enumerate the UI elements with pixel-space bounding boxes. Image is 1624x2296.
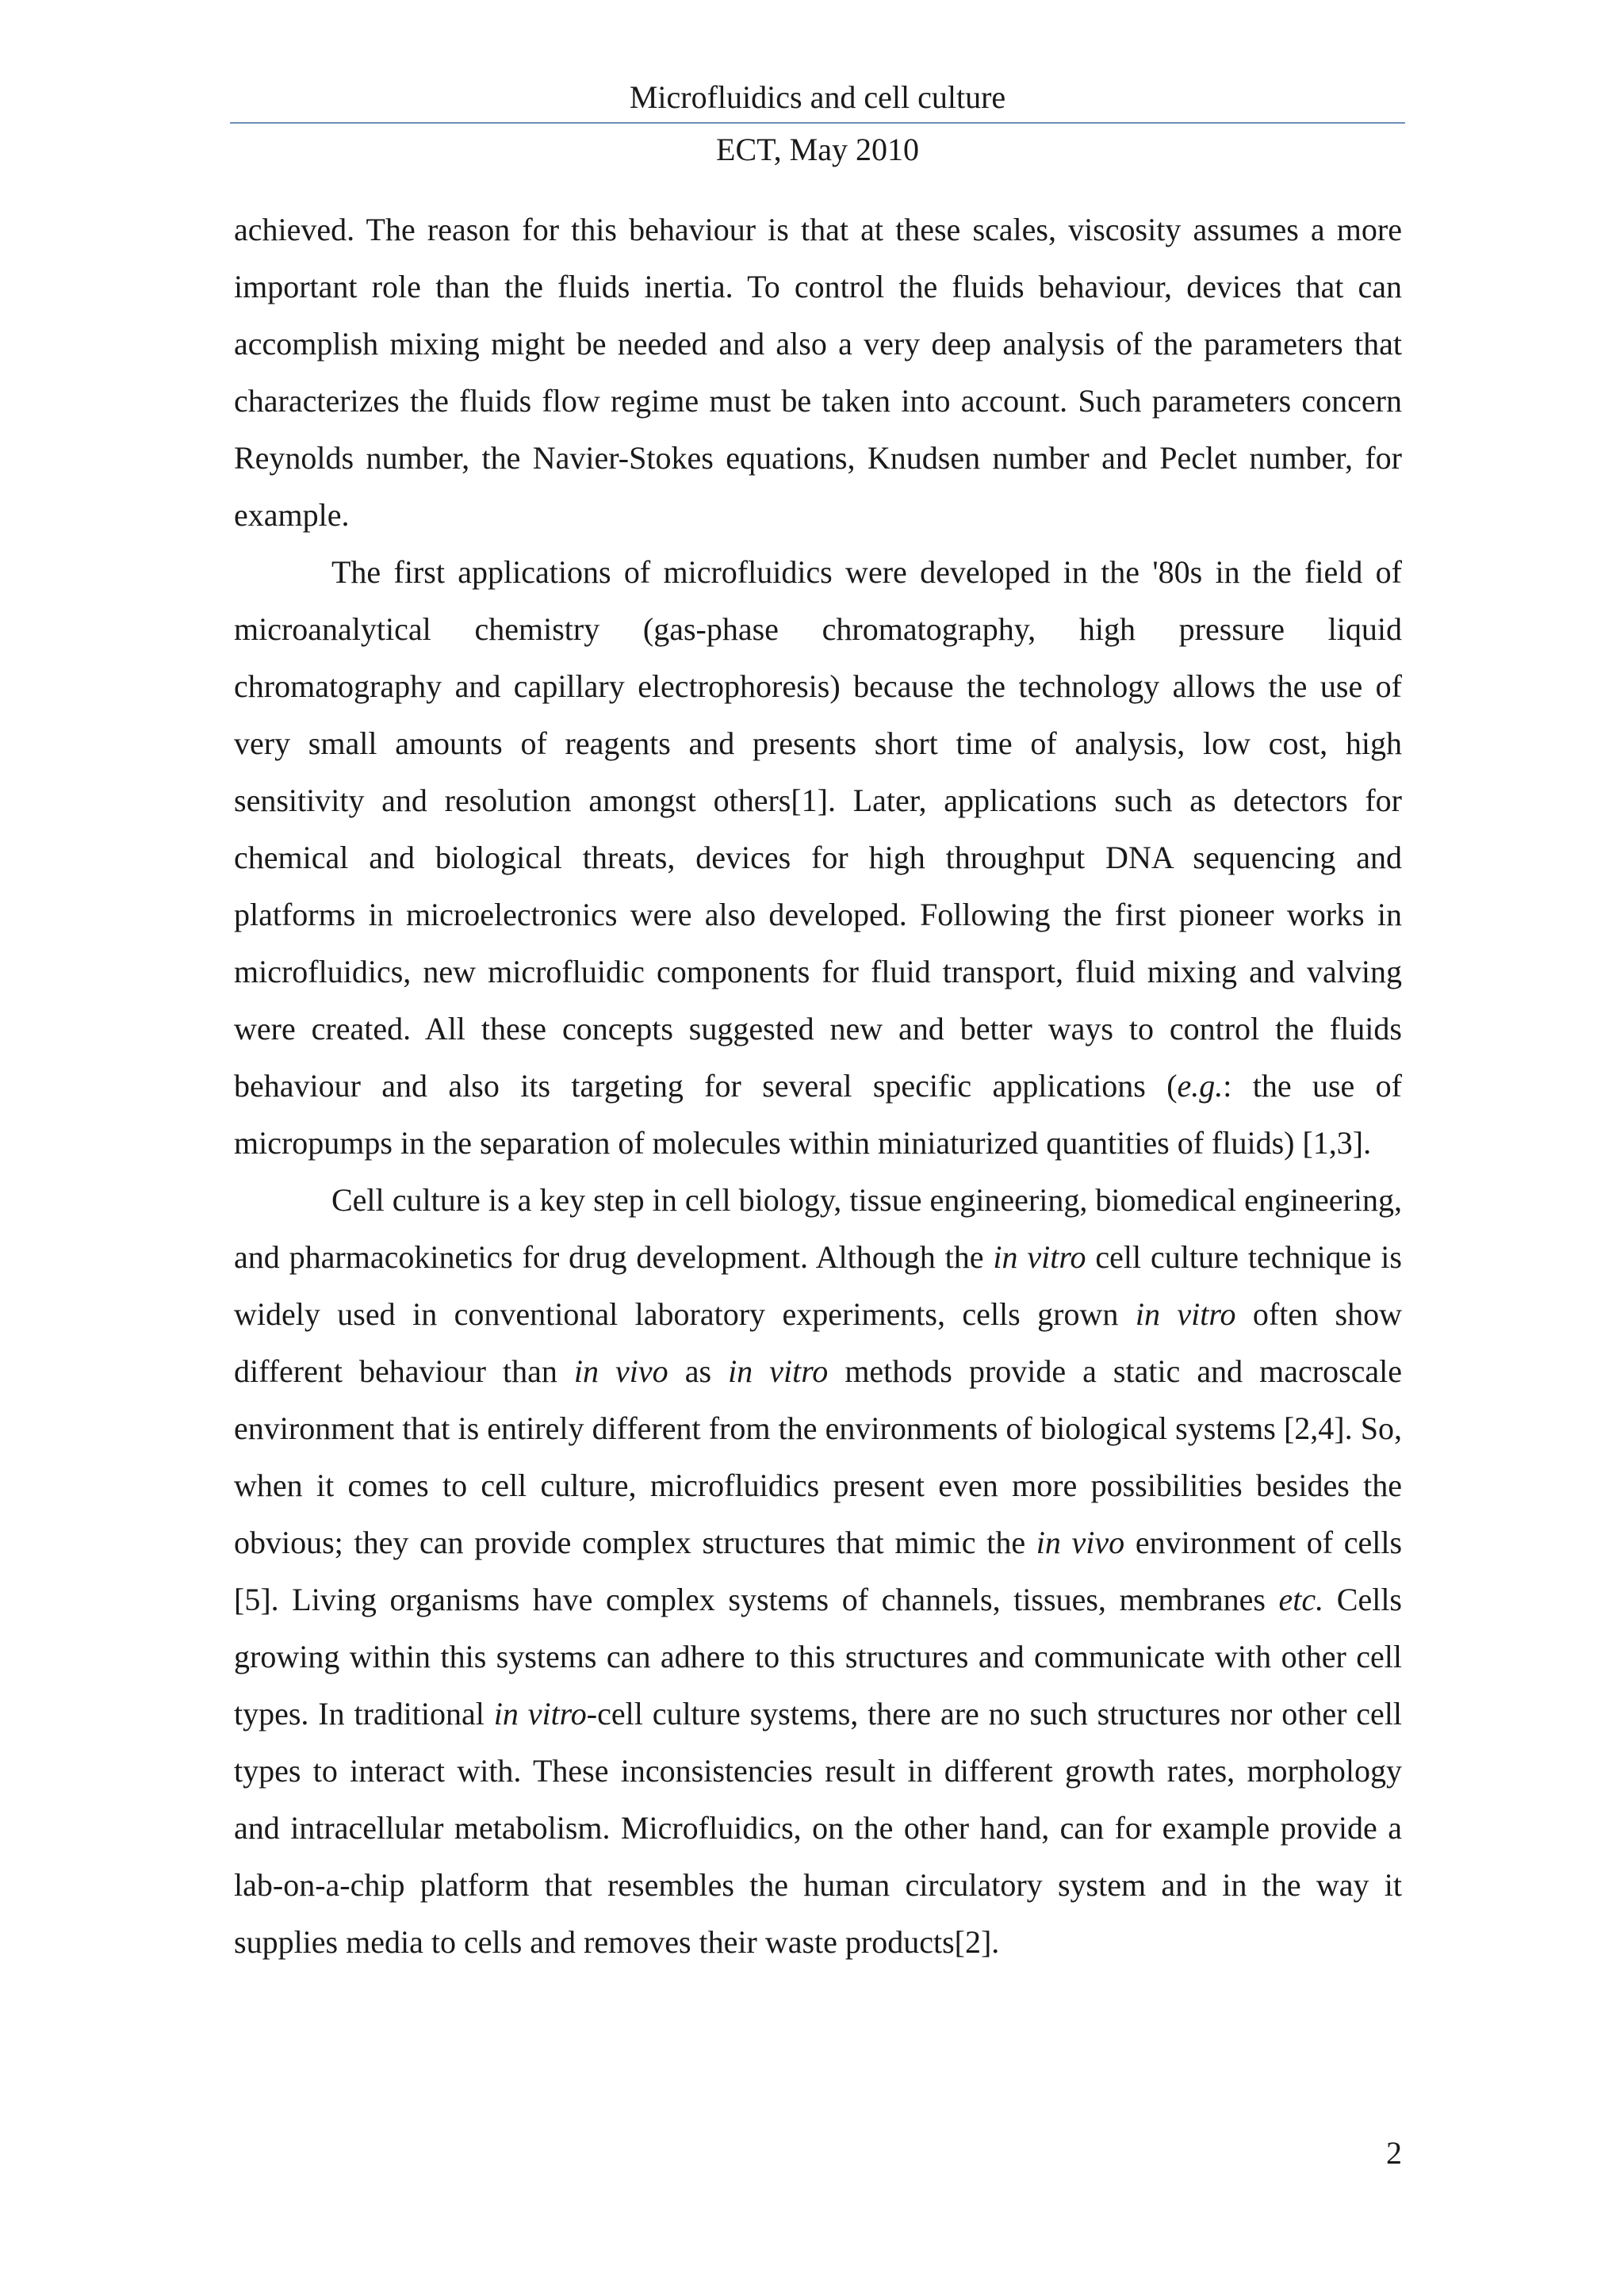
paragraph-3-italic-1: in vitro <box>993 1239 1086 1275</box>
paragraph-1 <box>234 201 1402 544</box>
header-divider <box>230 122 1405 124</box>
paragraph-3-text-1: Cell culture is a key step in cell biology, tissue engineering, biomedical engineering, and pharmacokinetics for drug development. Although the <box>234 1182 1402 1275</box>
paragraph-3-text-5: methods provide a static and macroscale environment that is entirely different from the environments of biological systems [2,4]. So, when it comes to cell culture, microfluidics present even more possibilities besides the obvious; they can provide complex structures that mimic the <box>234 1353 1403 1560</box>
paragraph-2-italic-eg: e.g. <box>1177 1068 1224 1104</box>
running-header <box>230 75 1405 173</box>
paragraph-3-italic-7: in vitro <box>493 1696 587 1732</box>
header-subtitle: ECT, May 2010 <box>716 132 919 167</box>
paragraph-3-text-2: cell culture technique is widely used in conventional laboratory experiments, cells grown <box>234 1239 1402 1332</box>
paragraph-3-text-7: Cells growing within this systems can adhere to this structures and communicate with other cell types. In traditional <box>234 1582 1402 1732</box>
paragraph-3-italic-4: in vitro <box>728 1353 829 1389</box>
paragraph-3-italic-5: in vivo <box>1036 1525 1125 1560</box>
header-title: Microfluidics and cell culture <box>629 79 1006 115</box>
paragraph-3-text-8: -cell culture systems, there are no such structures nor other cell types to interact with. These inconsistencies result in different growth rates, morphology and intracellular metabolism. Microfluidics, on the other hand, can for example provide a lab-on-a-chip platform that resembles the human circulatory system and in the way it supplies media to cells and removes their waste products[2]. <box>234 1696 1402 1960</box>
paragraph-3-italic-3: in vivo <box>573 1353 668 1389</box>
paragraph-3-italic-2: in vitro <box>1135 1296 1236 1332</box>
paragraph-2-text-1: The first applications of microfluidics were developed in the '80s in the field of microanalytical chemistry (gas-phase chromatography, high pressure liquid chromatography and capillary electrophoresis) because the technology allows the use of very small amounts of reagents and presents short time of analysis, low cost, high sensitivity and resolution amongst others[1]. Later, applications such as detectors for chemical and biological threats, devices for high throughput DNA sequencing and platforms in microelectronics were also developed. Following the first pioneer works in microfluidics, new microfluidic components for fluid transport, fluid mixing and valving were created. All these concepts suggested new and better ways to control the fluids behaviour and also its targeting for several specific applications ( <box>234 554 1402 1104</box>
paragraph-3-text-6: environment of cells [5]. Living organisms have complex systems of channels, tissues, membranes <box>234 1525 1403 1617</box>
body-text <box>234 201 1402 1971</box>
paragraph-2-text-2: : the use of micropumps in the separation of molecules within miniaturized quantities of fluids) [1,3]. <box>234 1068 1402 1161</box>
page-number: 2 <box>1386 2135 1402 2171</box>
paragraph-1-text: achieved. The reason for this behaviour is that at these scales, viscosity assumes a more important role than the fluids inertia. To control the fluids behaviour, devices that can accomplish mixing might be needed and also a very deep analysis of the parameters that characterizes the fluids flow regime must be taken into account. Such parameters concern Reynolds number, the Navier-Stokes equations, Knudsen number and Peclet number, for example. <box>234 212 1402 533</box>
paragraph-2 <box>234 544 1402 1172</box>
paragraph-3-italic-6: etc. <box>1278 1582 1324 1617</box>
paragraph-3-text-3: often show different behaviour than <box>234 1296 1402 1389</box>
paragraph-3-text-4: as <box>668 1353 729 1389</box>
paragraph-3 <box>234 1172 1402 1971</box>
